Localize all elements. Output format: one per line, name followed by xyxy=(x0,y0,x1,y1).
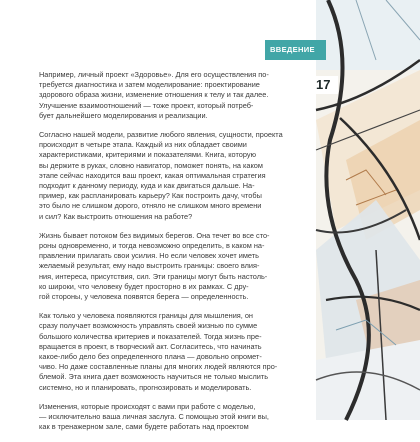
text-line: ко широки, что человеку будет просторно в их рамках. С дру- xyxy=(39,281,249,291)
text-line: Жизнь бывает потоком без видимых берегов. Она течет во все сто- xyxy=(39,230,270,240)
text-line: вращается в проект, в творческий акт. Согласитесь, что начинать xyxy=(39,341,262,351)
text-line: происходит в четыре этапа. Каждый из них обладает своими xyxy=(39,140,247,150)
body-text xyxy=(39,70,301,442)
text-line: это было не слишком дорого, отняло не слишком много времени xyxy=(39,201,262,211)
decorative-illustration xyxy=(316,0,420,420)
text-line: требуется диагностика и затем моделирование: проектирование xyxy=(39,80,260,90)
text-line: подходит к данному периоду, куда и как двигаться дальше. На- xyxy=(39,181,255,191)
text-line: как в тренажерном зале, сами будете работать над проектом xyxy=(39,422,249,432)
text-line: сразу получает возможность управлять своей жизнью по сумме xyxy=(39,321,258,331)
text-line: какое-либо дело без определенного плана — довольно опромет- xyxy=(39,352,262,362)
paragraph xyxy=(39,402,301,433)
text-line: Улучшение взаимоотношений — тоже проект, который потреб- xyxy=(39,100,254,110)
text-line: Например, личный проект «Здоровье». Для его осуществления по- xyxy=(39,70,269,79)
text-line: большого количества критериев и показателей. Тогда жизнь пре- xyxy=(39,331,262,341)
text-line: и сил? Как выстроить отношения на работе? xyxy=(39,211,193,221)
paragraph xyxy=(39,311,301,393)
text-line: чиво. Но даже составленные планы для многих людей являются про- xyxy=(39,362,278,372)
text-line: роны одновременно, и тогда невозможно определить, в каком на- xyxy=(39,241,265,251)
text-line: Как только у человека появляются границы для мышления, он xyxy=(39,311,253,321)
text-line: системно, но и планировать, прогнозировать и моделировать. xyxy=(39,382,252,392)
paragraph xyxy=(39,70,301,121)
section-label: ВВЕДЕНИЕ xyxy=(270,45,315,54)
text-line: блемой. Эта книга дает возможность научиться не только мыслить xyxy=(39,372,269,382)
text-line: желаемый результат, ему надо выстроить границы: своего влия- xyxy=(39,261,260,271)
paragraph xyxy=(39,130,301,222)
text-line: Изменения, которые происходят с вами при работе с моделью, xyxy=(39,401,256,411)
page-number: 17 xyxy=(316,77,331,92)
text-line: здорового образа жизни, изменение отношения к телу и так далее. xyxy=(39,90,269,100)
text-line: гой стороны, у человека появятся берега — определенность. xyxy=(39,292,249,302)
paragraph xyxy=(39,231,301,302)
text-line: — исключительно ваша личная заслуга. С помощью этой книги вы, xyxy=(39,412,269,422)
text-line: пример, как распланировать карьеру? Как построить дачу, чтобы xyxy=(39,191,262,201)
text-line: характеристиками, критериями и показателями. Книга, которую xyxy=(39,150,257,160)
text-line: бует дальнейшего моделирования и реализации. xyxy=(39,110,208,120)
text-line: ния, интереса, присутствия, сил. Эти границы могут быть настоль- xyxy=(39,271,268,281)
abstract-sketch-art xyxy=(316,0,420,420)
text-line: этапе сейчас находится ваш проект, какая оптимальная стратегия xyxy=(39,170,266,180)
text-line: вы держите в руках, словно навигатор, поможет понять, на каком xyxy=(39,160,263,170)
text-line: Согласно нашей модели, развитие любого явления, сущности, проекта xyxy=(39,130,283,140)
text-line: правлении прилагать свои усилия. Но если человек хочет иметь xyxy=(39,251,259,261)
